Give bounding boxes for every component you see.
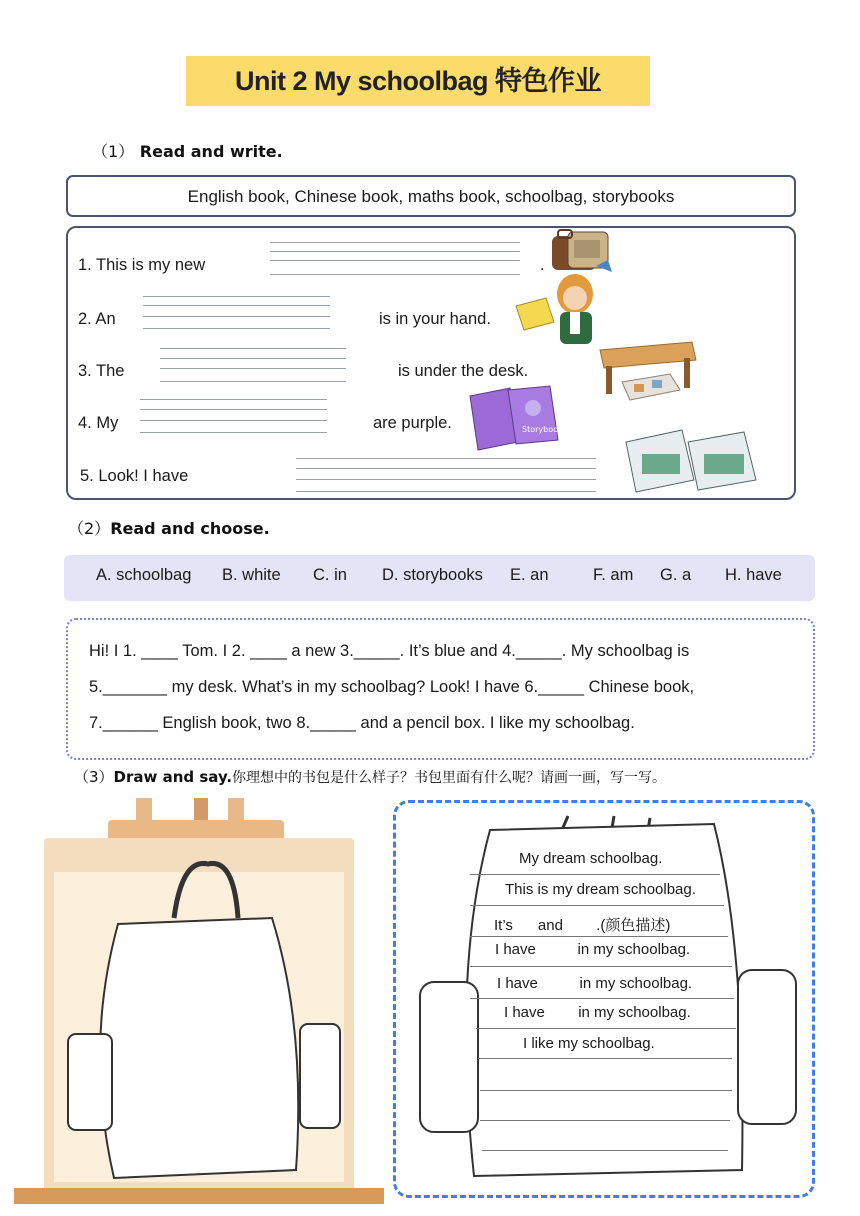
writing-line [270, 260, 520, 261]
storybooks-icon [468, 384, 564, 452]
question-2-end: is in your hand. [379, 310, 491, 328]
dream-line-2: This is my dream schoolbag. [505, 881, 696, 898]
option-b: B. white [222, 566, 281, 584]
writing-line [296, 458, 596, 459]
option-a: A. schoolbag [96, 566, 192, 584]
rule-line [470, 936, 728, 937]
writing-line [296, 479, 596, 480]
section2-title: Read and choose. [110, 519, 270, 538]
writing-line [143, 316, 330, 317]
rule-line [476, 1028, 736, 1029]
answer-4-line[interactable] [140, 432, 327, 433]
dream-line-6: I have in my schoolbag. [504, 1004, 691, 1021]
section1-title: Read and write. [139, 142, 283, 161]
writing-line [296, 468, 596, 469]
question-3-end: is under the desk. [398, 362, 529, 380]
dream-line-3: It’s and .(颜色描述) [494, 917, 671, 934]
storybook-cover-label: Storybook [522, 425, 563, 434]
rule-line [470, 874, 720, 875]
rule-line [478, 1058, 732, 1059]
answer-2-line[interactable] [143, 328, 330, 329]
easel-drawing-area[interactable] [10, 798, 390, 1208]
write-line[interactable] [480, 1090, 732, 1091]
write-line[interactable] [482, 1150, 728, 1151]
section3-instruction: 你理想中的书包是什么样子？书包里面有什么呢？请画一画，写一写。 [232, 770, 667, 786]
write-line[interactable] [480, 1120, 730, 1121]
maths-books-icon [622, 428, 774, 494]
option-d: D. storybooks [382, 566, 483, 584]
question-1-end: . [540, 256, 545, 274]
rule-line [470, 998, 734, 999]
answer-3-line[interactable] [160, 381, 346, 382]
dream-line-5: I have in my schoolbag. [497, 975, 693, 992]
page-title: Unit 2 My schoolbag 特色作业 [234, 66, 602, 96]
question-2-text: 2. An [78, 310, 116, 328]
writing-line [270, 242, 520, 243]
dream-line-4: I have in my schoolbag. [495, 941, 691, 958]
question-4-text: 4. My [78, 414, 119, 432]
writing-line [160, 358, 346, 359]
writing-line [160, 348, 346, 349]
option-c: C. in [313, 566, 347, 584]
section2-heading [68, 516, 270, 539]
rule-line [470, 905, 724, 906]
question-3-text: 3. The [78, 362, 125, 380]
section1-number: （1） [92, 142, 135, 161]
writing-line [143, 296, 330, 297]
writing-line [160, 368, 346, 369]
writing-line [140, 399, 327, 400]
passage-line-1: Hi! I 1. ____ Tom. I 2. ____ a new 3._____. It’s blue and 4._____. My schoolbag is [89, 642, 690, 660]
word-bank: English book, Chinese book, maths book, schoolbag, storybooks [187, 187, 675, 206]
schoolbag-icon [548, 226, 614, 274]
dream-line-1: My dream schoolbag. [519, 850, 663, 867]
section3-title: Draw and say. [113, 768, 233, 786]
option-g: G. a [660, 566, 692, 584]
section3-heading [74, 766, 666, 787]
option-f: F. am [593, 566, 634, 584]
question-5-text: 5. Look! I have [80, 467, 189, 485]
writing-line [140, 420, 327, 421]
girl-with-book-icon [512, 272, 606, 344]
writing-line [140, 409, 327, 410]
writing-line [143, 305, 330, 306]
question-1-text: 1. This is my new [78, 256, 206, 274]
option-e: E. an [510, 566, 549, 584]
answer-5-line[interactable] [296, 491, 596, 492]
rule-line [470, 966, 732, 967]
answer-1-line[interactable] [270, 274, 520, 275]
passage-line-3: 7.______ English book, two 8._____ and a pencil box. I like my schoolbag. [89, 714, 635, 732]
section3-number: （3） [74, 768, 114, 786]
question-4-end: are purple. [373, 414, 452, 432]
option-h: H. have [725, 566, 782, 584]
writing-line [270, 251, 520, 252]
dream-line-7: I like my schoolbag. [523, 1035, 655, 1052]
section1-heading [92, 139, 283, 162]
desk-with-book-icon [596, 338, 700, 404]
passage-line-2: 5._______ my desk. What’s in my schoolbag? Look! I have 6._____ Chinese book, [89, 678, 695, 696]
section2-number: （2） [68, 519, 111, 538]
